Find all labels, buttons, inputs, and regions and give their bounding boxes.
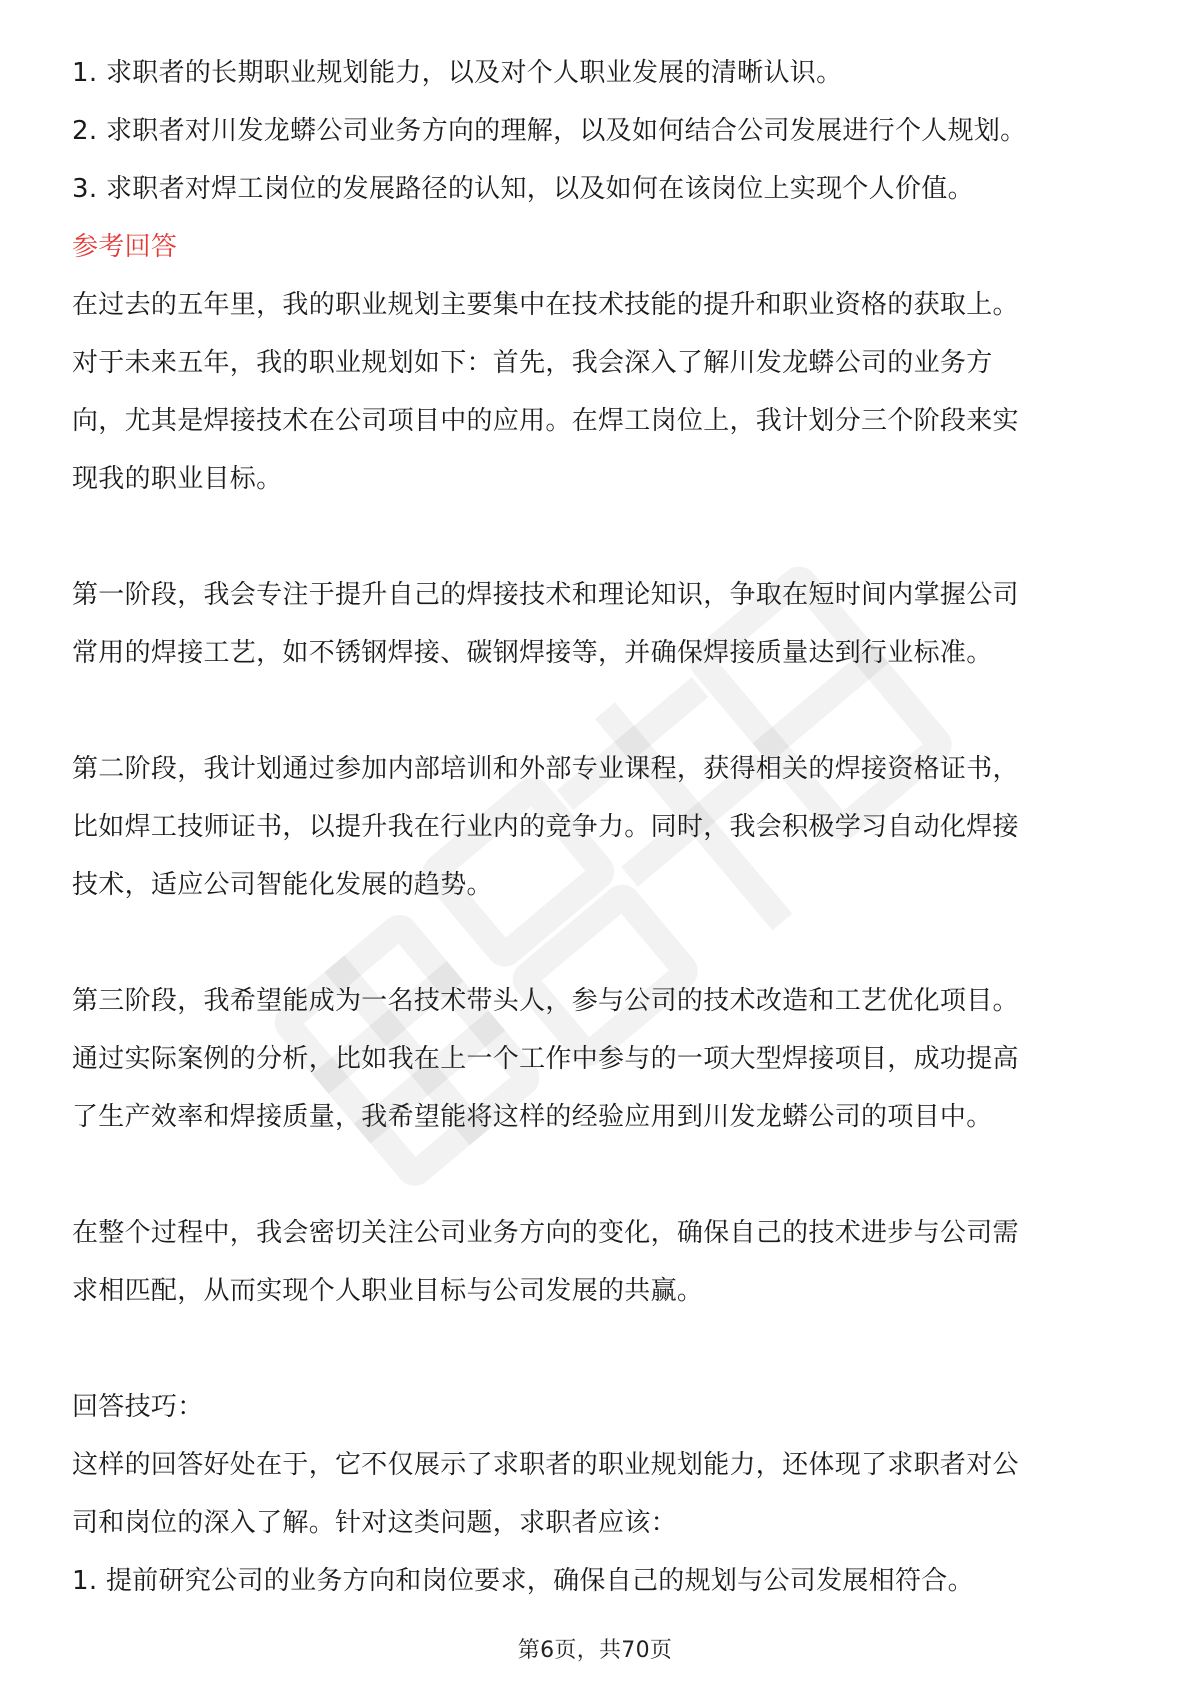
text-line: 向，尤其是焊接技术在公司项目中的应用。在焊工岗位上，我计划分三个阶段来实 <box>72 406 1019 436</box>
page-number: 第6页，共70页 <box>517 1638 673 1663</box>
text-line: 第一阶段，我会专注于提升自己的焊接技术和理论知识，争取在短时间内掌握公司 <box>72 580 1019 610</box>
answer-heading: 参考回答 <box>72 232 178 262</box>
text-line: 第三阶段，我希望能成为一名技术带头人，参与公司的技术改造和工艺优化项目。 <box>72 986 1019 1016</box>
text-line: 司和岗位的深入了解。针对这类问题，求职者应该： <box>72 1508 677 1538</box>
text-line: 在过去的五年里，我的职业规划主要集中在技术技能的提升和职业资格的获取上。 <box>72 290 1019 320</box>
tips-heading: 回答技巧： <box>72 1392 204 1422</box>
answer-tips <box>72 1378 1122 1610</box>
answer-paragraph-stage-one <box>72 566 1122 682</box>
answer-paragraph-intro <box>72 276 1122 508</box>
text-line: 现我的职业目标。 <box>72 464 283 494</box>
text-line: 了生产效率和焊接质量，我希望能将这样的经验应用到川发龙蟒公司的项目中。 <box>72 1102 993 1132</box>
text-line: 这样的回答好处在于，它不仅展示了求职者的职业规划能力，还体现了求职者对公 <box>72 1450 1019 1480</box>
tips-item: 1. 提前研究公司的业务方向和岗位要求，确保自己的规划与公司发展相符合。 <box>72 1566 974 1596</box>
criteria-item: 1. 求职者的长期职业规划能力，以及对个人职业发展的清晰认识。 <box>72 58 843 88</box>
text-line: 对于未来五年，我的职业规划如下：首先，我会深入了解川发龙蟒公司的业务方 <box>72 348 993 378</box>
text-line: 比如焊工技师证书，以提升我在行业内的竞争力。同时，我会积极学习自动化焊接 <box>72 812 1019 842</box>
text-line: 第二阶段，我计划通过参加内部培训和外部专业课程，获得相关的焊接资格证书， <box>72 754 1019 784</box>
criteria-item: 3. 求职者对焊工岗位的发展路径的认知，以及如何在该岗位上实现个人价值。 <box>72 174 974 204</box>
text-line: 技术，适应公司智能化发展的趋势。 <box>72 870 493 900</box>
text-line: 求相匹配，从而实现个人职业目标与公司发展的共赢。 <box>72 1276 704 1306</box>
text-line: 在整个过程中，我会密切关注公司业务方向的变化，确保自己的技术进步与公司需 <box>72 1218 1019 1248</box>
document-page <box>72 44 1122 1610</box>
criteria-list <box>72 44 1122 218</box>
criteria-item: 2. 求职者对川发龙蟒公司业务方向的理解，以及如何结合公司发展进行个人规划。 <box>72 116 1027 146</box>
answer-paragraph-stage-two <box>72 740 1122 914</box>
text-line: 通过实际案例的分析，比如我在上一个工作中参与的一项大型焊接项目，成功提高 <box>72 1044 1019 1074</box>
answer-paragraph-conclusion <box>72 1204 1122 1320</box>
text-line: 常用的焊接工艺，如不锈钢焊接、碳钢焊接等，并确保焊接质量达到行业标准。 <box>72 638 993 668</box>
answer-paragraph-stage-three <box>72 972 1122 1146</box>
